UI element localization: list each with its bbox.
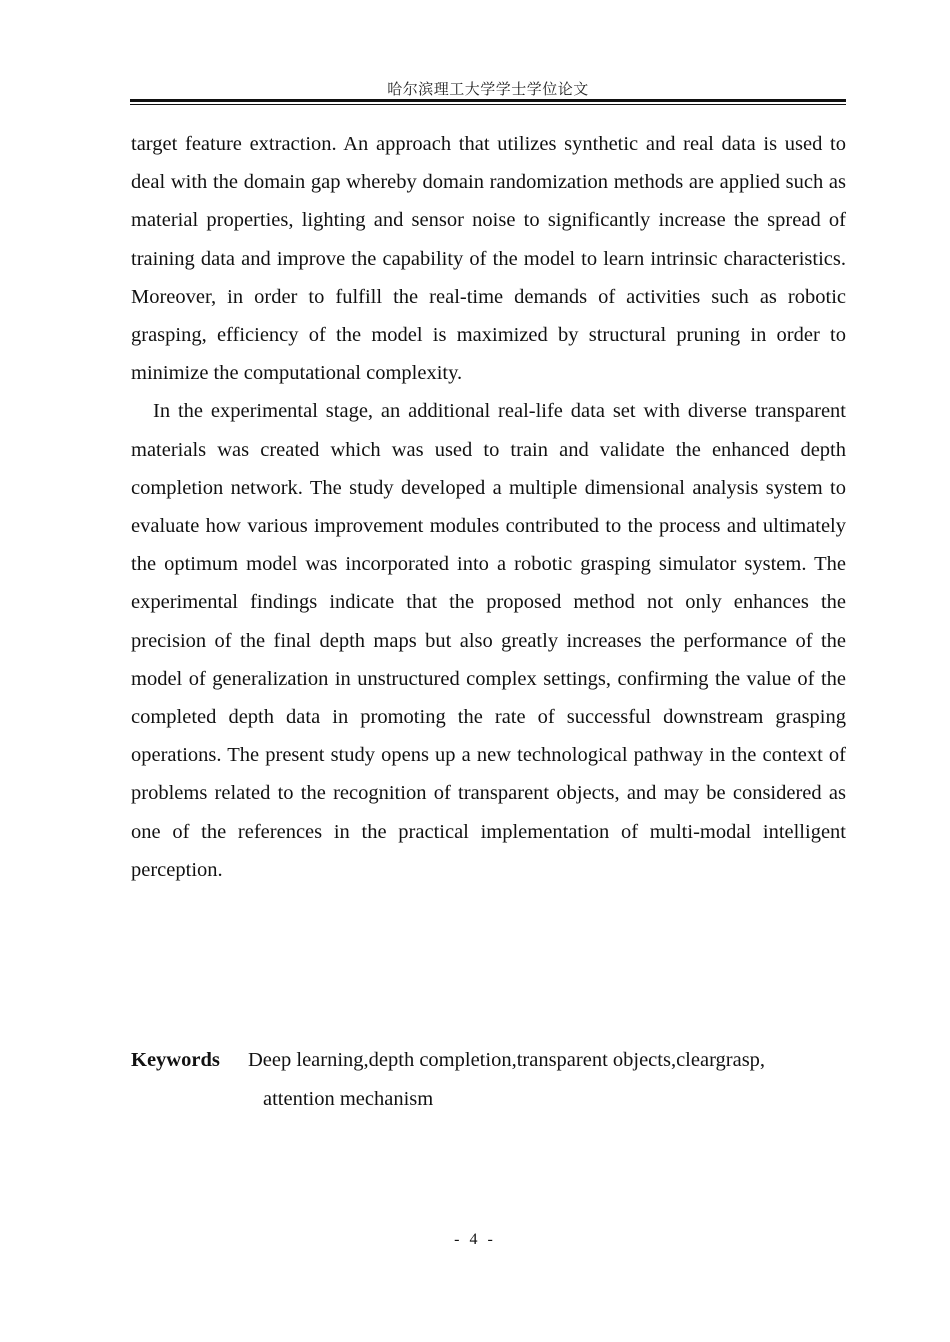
keywords-text-1: Deep learning,depth completion,transparent objects,cleargrasp, [248, 1049, 766, 1071]
abstract-body [131, 125, 846, 889]
header-rule-thick [130, 99, 846, 102]
keywords-label: Keywords [131, 1049, 220, 1071]
paragraph-1: target feature extraction. An approach that utilizes synthetic and real data is used to deal with the domain gap whereby domain randomization methods are applied such as material properties, lighting and sensor noise to significantly increase the spread of training data and improve the capability of the model to learn intrinsic characteristics. Moreover, in order to fulfill the real-time demands of activities such as robotic grasping, efficiency of the model is maximized by structural pruning in order to minimize the computational complexity. [131, 133, 846, 385]
keywords-line-1 [131, 1041, 846, 1080]
paragraph-2: In the experimental stage, an additional real-life data set with diverse transparent materials was created which was used to train and validate the enhanced depth completion network. The study developed a multiple dimensional analysis system to evaluate how various improvement modules contributed to the process and ultimately the optimum model was incorporated into a robotic grasping simulator system. The experimental findings indicate that the proposed method not only enhances the precision of the final depth maps but also greatly increases the performance of the model of generalization in unstructured complex settings, confirming the value of the completed depth data in promoting the rate of successful downstream grasping operations. The present study opens up a new technological pathway in the context of problems related to the recognition of transparent objects, and may be considered as one of the references in the practical implementation of multi-modal intelligent perception. [131, 400, 846, 881]
keywords-section [131, 1041, 846, 1119]
header-rule-thin [130, 104, 846, 105]
page-number: - 4 - [454, 1231, 496, 1248]
keywords-text-2: attention mechanism [263, 1088, 434, 1110]
page-header-title: 哈尔滨理工大学学士学位论文 [387, 80, 589, 98]
